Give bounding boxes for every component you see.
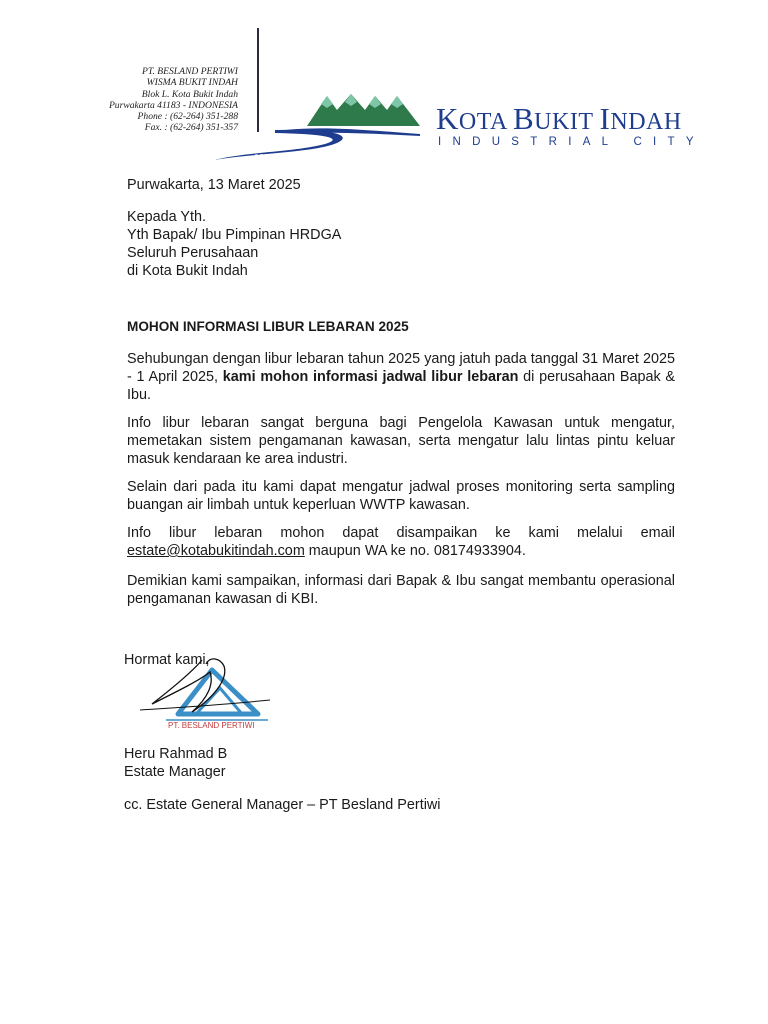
p1-text-b: di perusahaan Bapak & Ibu. <box>127 369 675 403</box>
body-paragraph-1 <box>127 350 675 404</box>
recipient-line: Seluruh Perusahaan <box>127 245 259 261</box>
brand-ukit: UKIT <box>534 109 600 135</box>
brand-ndah: NDAH <box>610 109 682 135</box>
body-paragraph-4 <box>127 524 675 560</box>
email-link[interactable]: estate@kotabukitindah.com <box>127 543 305 559</box>
brand-subtitle: INDUSTRIAL CITY <box>438 136 705 148</box>
brand-ota: OTA <box>458 109 513 135</box>
sender-phone: Phone : (62-264) 351-288 <box>137 111 238 123</box>
sender-city: Purwakarta 41183 - INDONESIA <box>108 99 238 111</box>
stamp-text: PT. BESLAND PERTIWI <box>168 721 255 730</box>
recipient-line: di Kota Bukit Indah <box>127 263 248 279</box>
signer-block <box>124 745 227 781</box>
sender-building: WISMA BUKIT INDAH <box>146 77 238 89</box>
brand-letter-b: B <box>512 101 535 136</box>
sender-block: Blok L. Kota Bukit Indah <box>141 88 238 100</box>
closing-text: Hormat kami, <box>124 652 210 668</box>
recipient-line: Yth Bapak/ Ibu Pimpinan HRDGA <box>127 227 342 243</box>
p1-bold: kami mohon informasi jadwal libur lebaran <box>222 369 519 385</box>
brand-letter-k: K <box>436 101 459 136</box>
body-paragraph-5: Demikian kami sampaikan, informasi dari Bapak & Ibu sangat membantu operasional pengamanan kawasan di KBI. <box>127 573 675 607</box>
p1-text-a: Sehubungan dengan libur lebaran tahun 2025 yang jatuh pada tanggal 31 Maret 2025 - 1 April 2025, <box>127 351 675 385</box>
p4-text-a: Info libur lebaran mohon dapat disampaikan ke kami melalui email <box>127 525 675 541</box>
sender-company: PT. BESLAND PERTIWI <box>141 66 238 77</box>
signer-name: Heru Rahmad B <box>124 746 228 762</box>
signer-title: Estate Manager <box>124 764 226 780</box>
p4-text-b: maupun WA ke no. 08174933904. <box>304 543 526 559</box>
brand-name <box>436 102 682 139</box>
body-paragraph-3: Selain dari pada itu kami dapat mengatur jadwal proses monitoring serta sampling buangan air limbah untuk keperluan WWTP kawasan. <box>127 479 675 513</box>
recipient-block <box>127 208 341 280</box>
cc-line: cc. Estate General Manager – PT Besland Pertiwi <box>124 797 441 813</box>
brand-letter-i: I <box>599 101 611 136</box>
kbi-logo-icon <box>215 86 435 166</box>
letter-date: Purwakarta, 13 Maret 2025 <box>127 177 301 193</box>
letter-subject: MOHON INFORMASI LIBUR LEBARAN 2025 <box>127 319 409 334</box>
recipient-line: Kepada Yth. <box>127 209 206 225</box>
signature-stamp-icon <box>130 650 280 732</box>
sender-fax: Fax. : (62-264) 351-357 <box>144 122 238 134</box>
body-paragraph-2: Info libur lebaran sangat berguna bagi Pengelola Kawasan untuk mengatur, memetakan sistem pengamanan kawasan, serta mengatur lalu lintas pintu keluar masuk kendaraan ke area industri. <box>127 415 675 467</box>
